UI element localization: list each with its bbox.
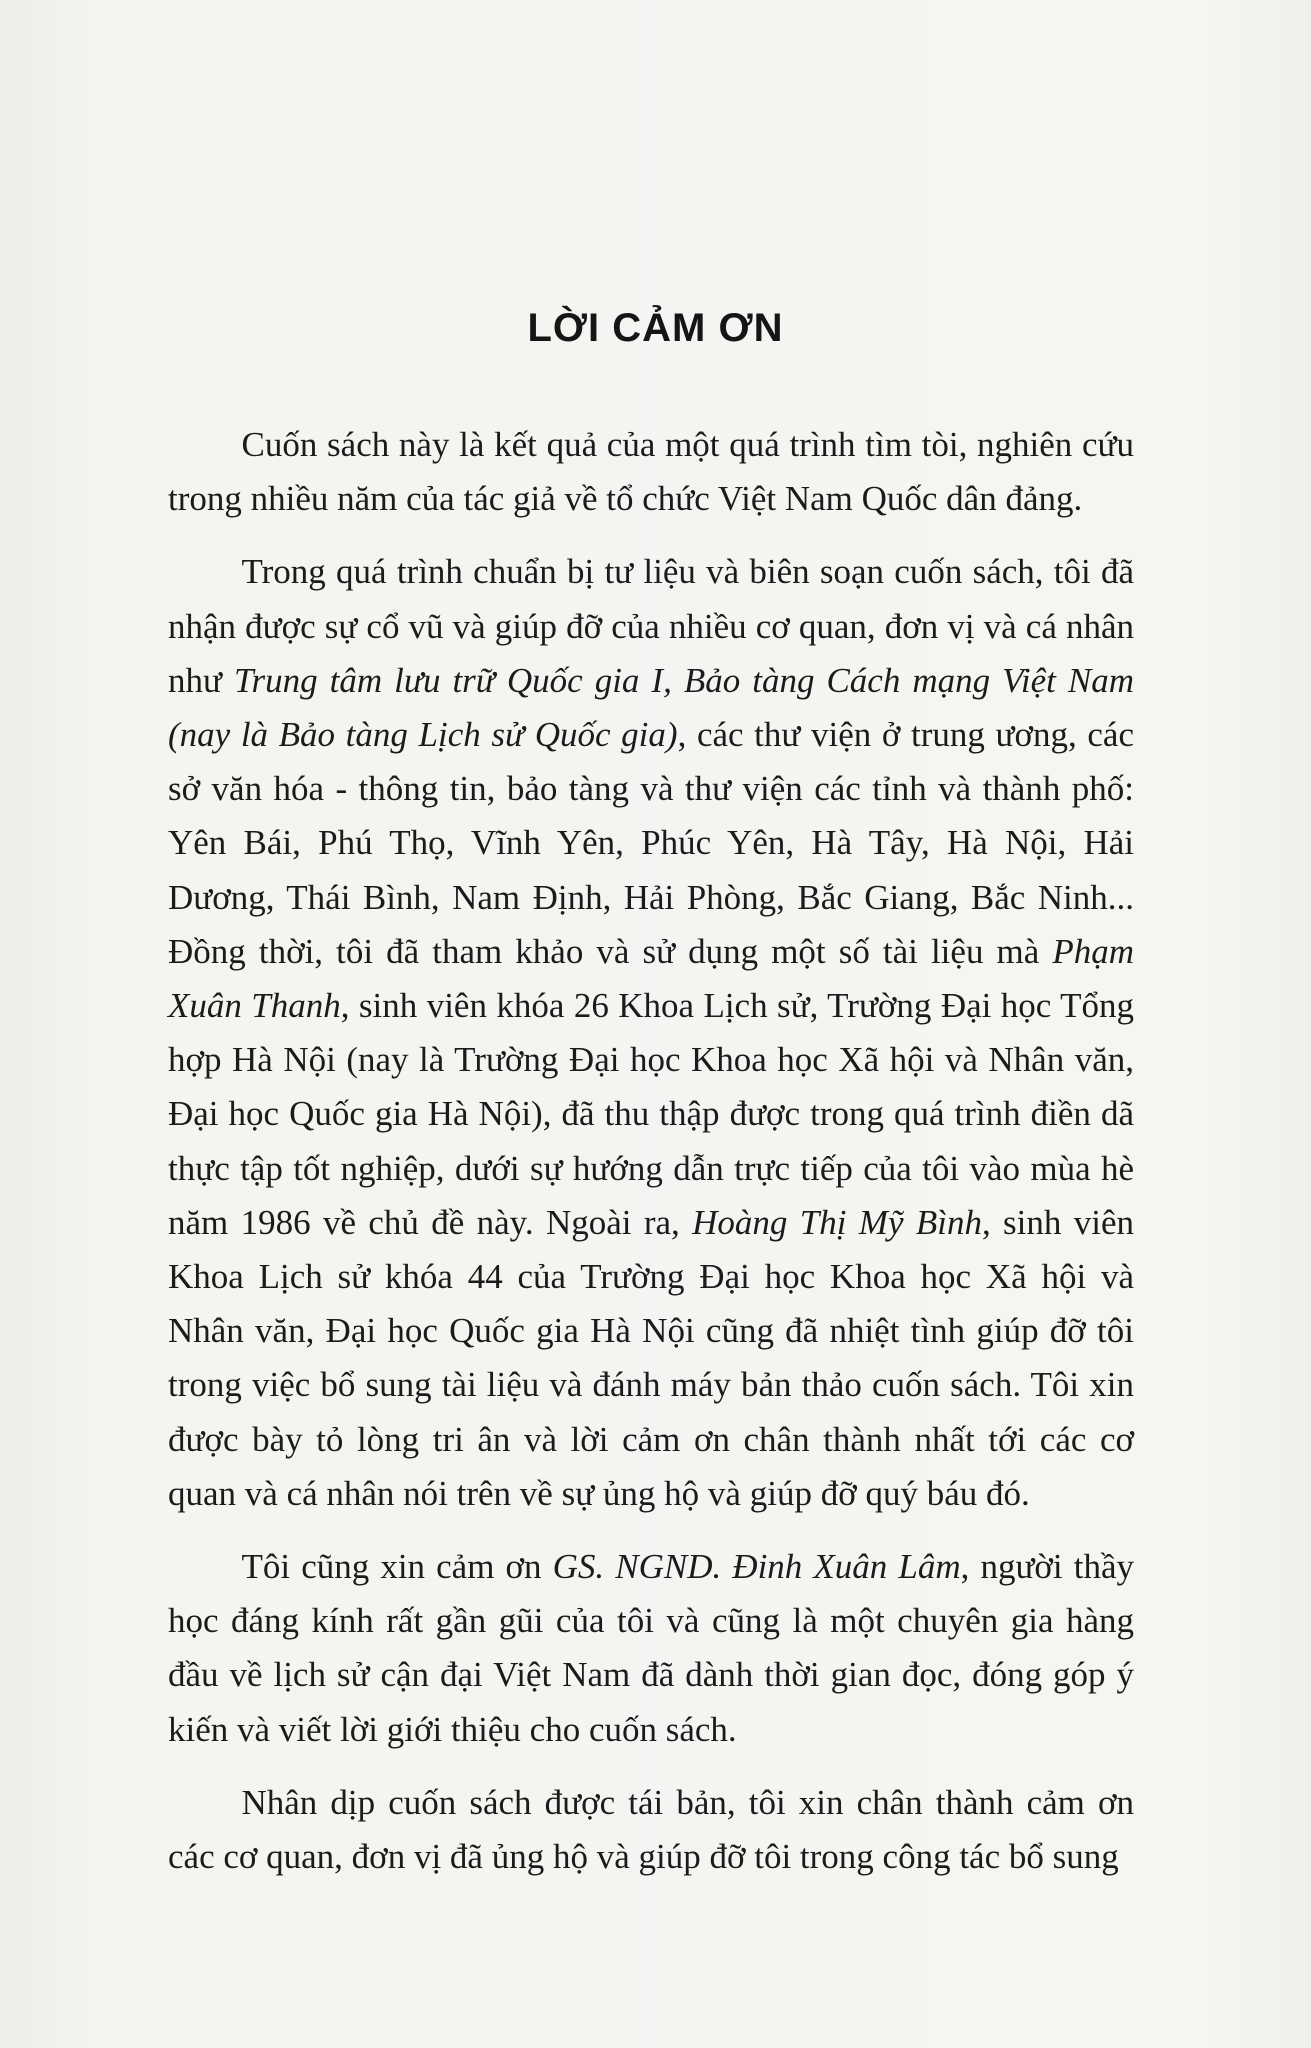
paragraph-2-italic-archives: Trung tâm lưu trữ Quốc gia I, Bảo tàng Cách mạng Việt Nam (nay là Bảo tàng Lịch sử Quốc gia) xyxy=(168,660,1134,755)
paragraph-2-text-4: , sinh viên Khoa Lịch sử khóa 44 của Trường Đại học Khoa học Xã hội và Nhân văn, Đại học Quốc gia Hà Nội cũng đã nhiệt tình giúp đỡ tôi trong việc bổ sung tài liệu và đánh máy bản thảo cuốn sách. Tôi xin được bày tỏ lòng tri ân và lời cảm ơn chân thành nhất tới các cơ quan và cá nhân nói trên về sự ủng hộ và giúp đỡ quý báu đó. xyxy=(168,1202,1135,1513)
paragraph-4 xyxy=(168,1776,1134,1884)
paragraph-2-italic-person-2: Hoàng Thị Mỹ Bình xyxy=(692,1202,982,1242)
paragraph-2 xyxy=(168,545,1134,1521)
paragraph-4-text: Nhân dịp cuốn sách được tái bản, tôi xin chân thành cảm ơn các cơ quan, đơn vị đã ủng hộ và giúp đỡ tôi trong công tác bổ sung xyxy=(168,1782,1134,1877)
paragraph-3 xyxy=(168,1540,1134,1757)
paragraph-2-text-2: , các thư viện ở trung ương, các sở văn hóa - thông tin, bảo tàng và thư viện các tỉnh và thành phố: Yên Bái, Phú Thọ, Vĩnh Yên, Phúc Yên, Hà Tây, Hà Nội, Hải Dương, Thái Bình, Nam Định, Hải Phòng, Bắc Giang, Bắc Ninh... Đồng thời, tôi đã tham khảo và sử dụng một số tài liệu mà xyxy=(168,715,1134,971)
paragraph-3-italic-professor: GS. NGND. Đinh Xuân Lâm xyxy=(552,1547,961,1587)
paragraph-2-italic-person-1: Phạm Xuân Thanh xyxy=(168,931,1134,1026)
paragraph-1-text: Cuốn sách này là kết quả của một quá trình tìm tòi, nghiên cứu trong nhiều năm của tác giả về tổ chức Việt Nam Quốc dân đảng. xyxy=(168,425,1134,519)
paragraph-1 xyxy=(168,418,1134,526)
paragraph-2-text-3: , sinh viên khóa 26 Khoa Lịch sử, Trường Đại học Tổng hợp Hà Nội (nay là Trường Đại học Khoa học Xã hội và Nhân văn, Đại học Quốc gia Hà Nội), đã thu thập được trong quá trình điền dã thực tập tốt nghiệp, dưới sự hướng dẫn trực tiếp của tôi vào mùa hè năm 1986 về chủ đề này. Ngoài ra, xyxy=(168,986,1134,1242)
paragraph-2-text-1: Trong quá trình chuẩn bị tư liệu và biên soạn cuốn sách, tôi đã nhận được sự cổ vũ và giúp đỡ của nhiều cơ quan, đơn vị và cá nhân như xyxy=(168,552,1134,700)
body-text xyxy=(168,418,1134,1884)
paragraph-3-text-2: , người thầy học đáng kính rất gần gũi của tôi và cũng là một chuyên gia hàng đầu về lịch sử cận đại Việt Nam đã dành thời gian đọc, đóng góp ý kiến và viết lời giới thiệu cho cuốn sách. xyxy=(168,1547,1134,1749)
page-title: LỜI CẢM ƠN xyxy=(527,306,784,350)
paragraph-3-text-1: Tôi cũng xin cảm ơn xyxy=(241,1547,553,1587)
